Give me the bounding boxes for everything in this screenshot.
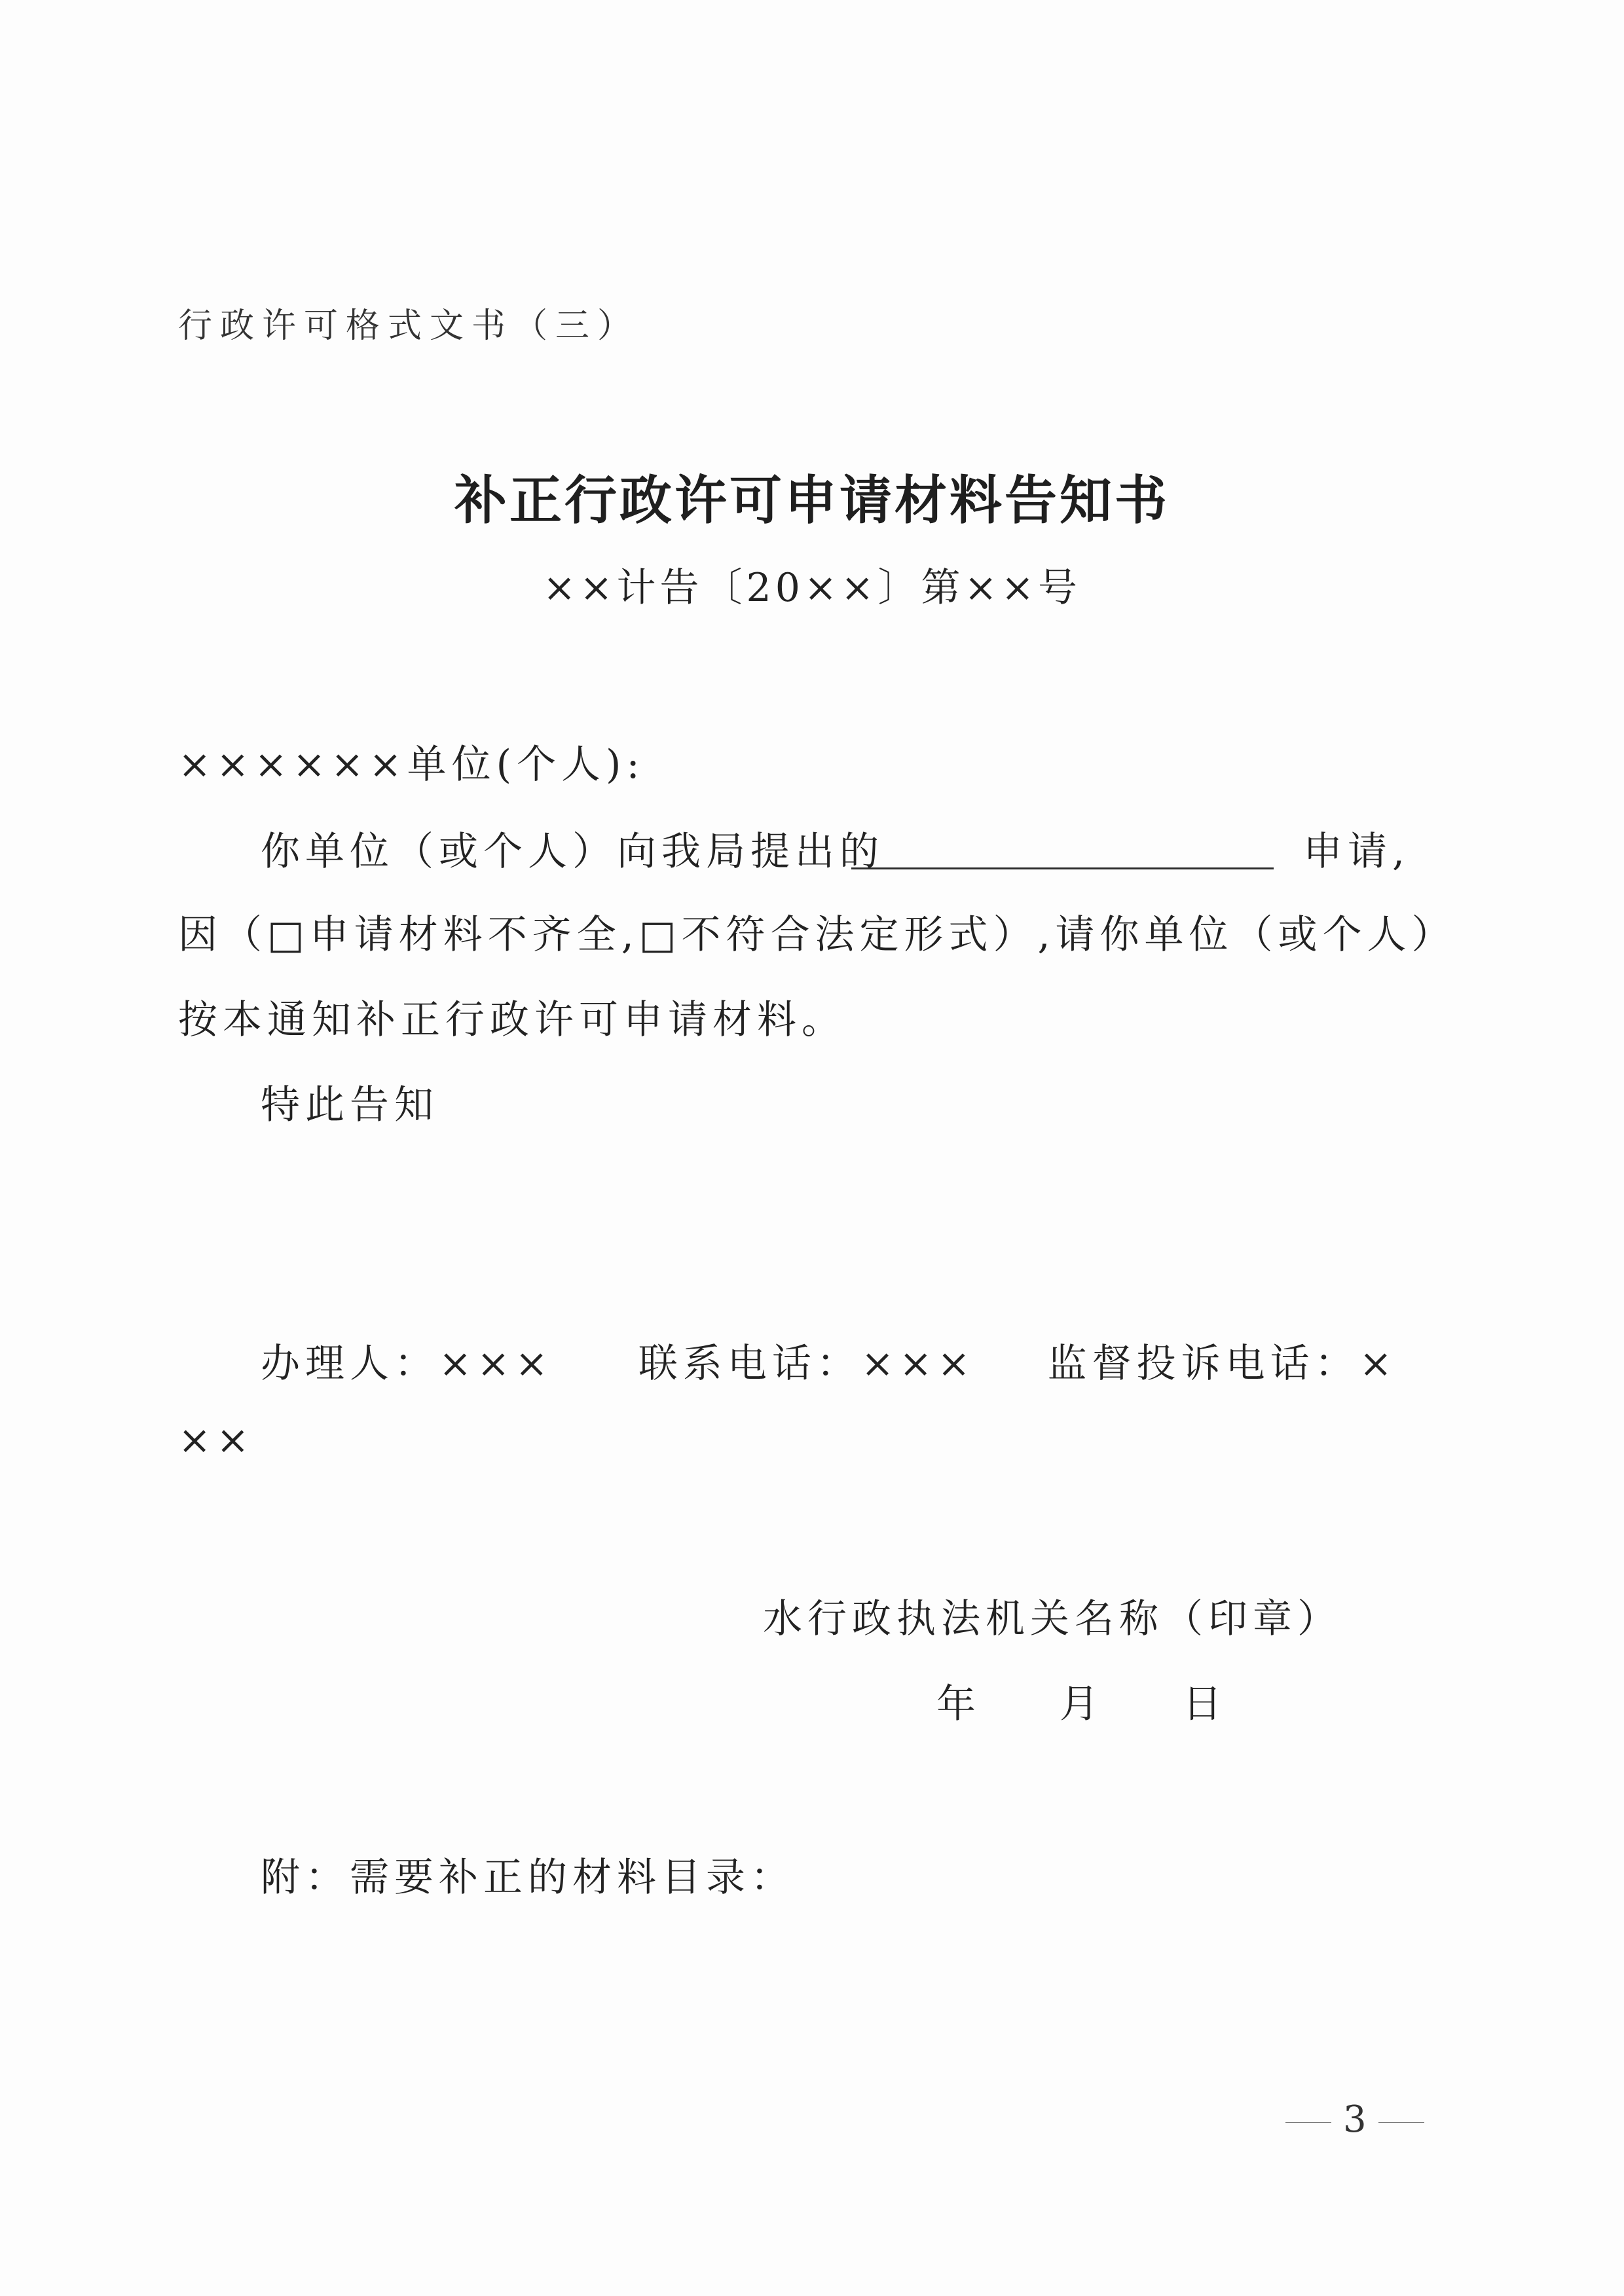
paragraph-line-1-suffix: 申请, — [1303, 829, 1411, 875]
document-series-label: 行政许可格式文书（三） — [178, 306, 640, 346]
document-title: 补正行政许可申请材料告知书 — [454, 469, 1170, 531]
addressee: ××××××单位(个人): — [178, 742, 645, 788]
contact-line — [261, 1332, 1397, 1389]
handler-label: 办理人：××× — [261, 1341, 553, 1387]
paragraph-line-3: 按本通知补正行政许可申请材料。 — [178, 997, 846, 1043]
complaint-phone-label: 监督投诉电话：× — [1047, 1341, 1397, 1387]
attachment-note: 附：需要补正的材料目录： — [261, 1855, 795, 1901]
date-year: 年 — [936, 1681, 981, 1727]
fill-in-blank-line — [851, 867, 1274, 869]
page-number — [1274, 2098, 1436, 2141]
complaint-phone-continuation: ×× — [178, 1417, 255, 1463]
document-number: ××计告〔20××〕第××号 — [543, 565, 1081, 611]
phone-label: 联系电话：××× — [638, 1341, 976, 1387]
closing-statement: 特此告知 — [261, 1082, 439, 1128]
paragraph-line-1-prefix: 你单位（或个人）向我局提出的 — [261, 829, 884, 875]
page-number-value: 3 — [1343, 2098, 1367, 2141]
issuing-authority: 水行政执法机关名称（印章） — [763, 1596, 1342, 1642]
paragraph-line-2: 因（□申请材料不齐全,□不符合法定形式）,请你单位（或个人） — [178, 912, 1456, 958]
page-number-left-dash — [1285, 2122, 1331, 2123]
date-month: 月 — [1060, 1681, 1104, 1727]
date-day: 日 — [1183, 1681, 1227, 1727]
page-number-right-dash — [1378, 2122, 1424, 2123]
date-line — [936, 1673, 1227, 1729]
